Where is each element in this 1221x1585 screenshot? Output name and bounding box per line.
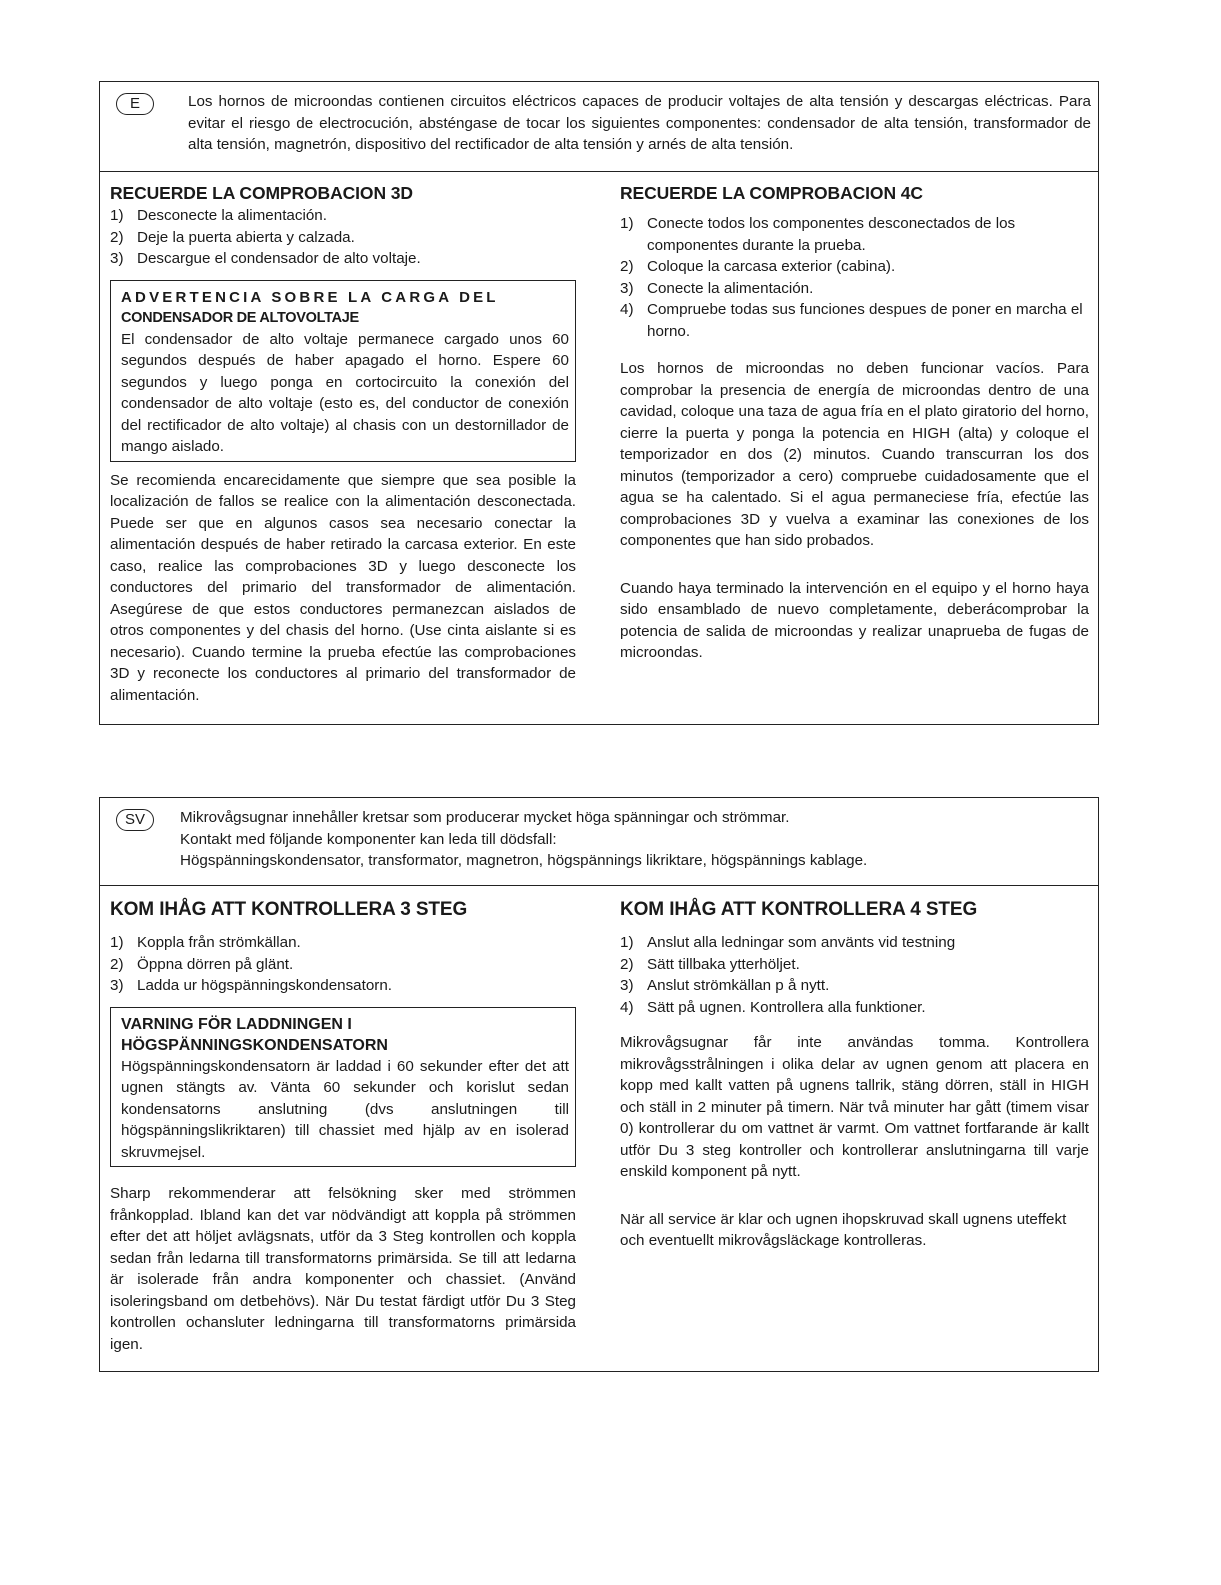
step-item xyxy=(620,278,1089,300)
safety-intro: Los hornos de microondas contienen circuitos eléctricos capaces de producir voltajes de alta tensión y descargas eléctricas. Para evitar el riesgo de electrocución, absténgase de tocar los siguientes componentes: condensador de alta tensión, transformador de alta tensión, magnetrón, dispositivo del rectificador de alta tensión y arnés de alta tensión. xyxy=(188,93,1091,153)
warning-box xyxy=(110,280,576,462)
left-column xyxy=(110,898,576,1355)
section-heading: RECUERDE LA COMPROBACION 4C xyxy=(620,183,923,203)
step-text: Conecte todos los componentes desconectados de los componentes durante la prueba. xyxy=(647,215,1016,254)
body-paragraph: Mikrovågsugnar får inte användas tomma. Kontrollera mikrovågsstrålningen i olika delar av ugnen genom att placera en kopp med kallt vatten på ugnens tallrik, stäng dörren, ställ in HIGH och ställ in 2 minuter på timern. När två minuter har gått (timem visar 0) kontrollerar du om vattnet är varmt. Om vattnet fortfarande är kallt utför Du 3 steg kontroller och kontrollerar anslutningarna till varje enskild komponent på nytt. xyxy=(620,1034,1089,1180)
step-text: Öppna dörren på glänt. xyxy=(137,955,294,973)
warning-title: HÖGSPÄNNINGSKONDENSATORN xyxy=(121,1036,388,1054)
step-number: 1) xyxy=(620,934,634,951)
right-column xyxy=(620,181,1089,664)
step-text: Coloque la carcasa exterior (cabina). xyxy=(647,258,896,275)
step-item xyxy=(110,248,576,270)
step-item xyxy=(110,227,576,249)
step-number: 1) xyxy=(110,207,124,224)
step-text: Conecte la alimentación. xyxy=(647,279,814,297)
step-text: Anslut alla ledningar som använts vid testning xyxy=(647,934,956,951)
intro-line: Mikrovågsugnar innehåller kretsar som producerar mycket höga spänningar och strömmar. xyxy=(180,809,790,826)
step-list xyxy=(620,213,1089,342)
step-text: Koppla från strömkällan. xyxy=(137,934,301,951)
step-text: Descargue el condensador de alto voltaje. xyxy=(137,250,421,267)
step-text: Desconecte la alimentación. xyxy=(137,207,327,224)
step-item xyxy=(620,213,1089,256)
step-list xyxy=(620,932,1089,1018)
step-text: Sätt på ugnen. Kontrollera alla funktioner. xyxy=(647,998,926,1016)
section-heading: KOM IHÅG ATT KONTROLLERA 3 STEG xyxy=(110,899,468,920)
step-number: 2) xyxy=(620,955,634,973)
step-number: 2) xyxy=(110,228,124,246)
step-item xyxy=(110,954,576,976)
step-item xyxy=(620,932,1089,954)
body-paragraph: Sharp rekommenderar att felsökning sker med strömmen frånkopplad. Ibland kan det var nödvändigt att koppla på strömmen efter det att höljet avlägsnats, utför da 3 Steg kontrollen och koppla sedan från ledarna till transformatorns primärsida. Se till att ledarna är isolerade från andra komponenter och chassiet. (Använd isoleringsband om detbehövs). När Du testat färdigt utför Du 3 Steg kontrollen ochansluter ledningarna till transformatorns primärsida igen. xyxy=(110,1185,576,1353)
warning-title: VARNING FÖR LADDNINGEN I xyxy=(121,1015,352,1033)
body-paragraph: Cuando haya terminado la intervención en el equipo y el horno haya sido ensamblado de nuevo completamente, deberácomprobar la potencia de salida de microondas y realizar unaprueba de fugas de microondas. xyxy=(620,579,1089,661)
step-number: 3) xyxy=(110,250,124,267)
step-text: Ladda ur högspänningskondensatorn. xyxy=(137,977,393,994)
warning-body: El condensador de alto voltaje permanece cargado unos 60 segundos después de haber apagado el horno. Espere 60 segundos y luego ponga en cortocircuito la conexión del condensador de alto voltaje (esto es, del conductor de conexión del rectificador de alto voltaje) al chasis con un destornillador de mango aislado. xyxy=(121,330,569,455)
step-number: 3) xyxy=(620,279,634,297)
section-heading: KOM IHÅG ATT KONTROLLERA 4 STEG xyxy=(620,899,978,920)
language-badge: SV xyxy=(116,809,154,831)
intro-line: Högspänningskondensator, transformator, magnetron, högspännings likriktare, högspännings kablage. xyxy=(180,852,868,869)
left-column xyxy=(110,181,576,706)
step-item xyxy=(110,975,576,997)
body-paragraph: När all service är klar och ugnen ihopskruvad skall ugnens uteffekt och eventuellt mikrovågsläckage kontrolleras. xyxy=(620,1210,1067,1249)
step-text: Deje la puerta abierta y calzada. xyxy=(137,228,355,246)
step-number: 1) xyxy=(110,934,124,951)
step-text: Compruebe todas sus funciones despues de poner en marcha el horno. xyxy=(647,301,1083,340)
step-number: 2) xyxy=(620,258,634,275)
step-item xyxy=(620,299,1089,342)
step-list xyxy=(110,932,576,997)
step-item xyxy=(620,975,1089,997)
step-item xyxy=(620,954,1089,976)
step-number: 4) xyxy=(620,301,634,318)
body-paragraph: Los hornos de microondas no deben funcionar vacíos. Para comprobar la presencia de energía de microondas dentro de una cavidad, coloque una taza de agua fría en el plato giratorio del horno, cierre la puerta y ponga la potencia en HIGH (alta) y coloque el temporizador en dos (2) minutos. Cuando transcurran los dos minutos (temporizador a cero) compruebe cuidadosamente que el agua se ha calentado. Si el agua permaneciese fría, efectúe las comprobaciones 3D y vuelva a examinar las conexiones de los componentes que han sido probados. xyxy=(620,360,1089,549)
warning-title: ADVERTENCIA SOBRE LA CARGA DEL xyxy=(121,288,499,306)
step-item xyxy=(620,256,1089,278)
step-item xyxy=(110,205,576,227)
panel-header xyxy=(100,82,1098,172)
step-item xyxy=(110,932,576,954)
step-text: Anslut strömkällan p å nytt. xyxy=(647,977,830,994)
step-number: 3) xyxy=(110,977,124,994)
panel-spanish xyxy=(99,81,1099,725)
step-number: 3) xyxy=(620,977,634,994)
step-number: 1) xyxy=(620,215,634,232)
right-column xyxy=(620,898,1089,1252)
warning-title: CONDENSADOR DE ALTOVOLTAJE xyxy=(121,309,359,326)
warning-box xyxy=(110,1007,576,1168)
panel-header xyxy=(100,798,1098,886)
warning-body: Högspänningskondensatorn är laddad i 60 sekunder efter det att ugnen stängts av. Vänta 60 sekunder och korislut sedan kondensatorns anslutning (dvs anslutningen till högspänningslikriktaren) till chassiet med hjälp av en isolerad skruvmejsel. xyxy=(121,1057,569,1161)
intro-line: Kontakt med följande komponenter kan leda till dödsfall: xyxy=(180,830,557,848)
step-number: 4) xyxy=(620,998,634,1016)
section-heading: RECUERDE LA COMPROBACION 3D xyxy=(110,183,413,203)
safety-intro xyxy=(180,807,1088,872)
language-badge: E xyxy=(116,93,154,115)
panel-swedish xyxy=(99,797,1099,1372)
step-item xyxy=(620,997,1089,1019)
body-paragraph: Se recomienda encarecidamente que siempre que sea posible la localización de fallos se realice con la alimentación desconectada. Puede ser que en algunos casos sea necesario conectar la alimentación después de haber retirado la carcasa exterior. En este caso, realice las comprobaciones 3D y luego desconecte los conductores del primario del transformador de alimentación. Asegúrese de que estos conductores permanezcan aislados de otros componentes y del chasis del horno. (Use cinta aislante si es necesario). Cuando termine la prueba efectúe las comprobaciones 3D y reconecte los conductores al primario del transformador de alimentación. xyxy=(110,471,576,704)
step-text: Sätt tillbaka ytterhöljet. xyxy=(647,955,800,973)
step-number: 2) xyxy=(110,955,124,973)
step-list xyxy=(110,205,576,270)
